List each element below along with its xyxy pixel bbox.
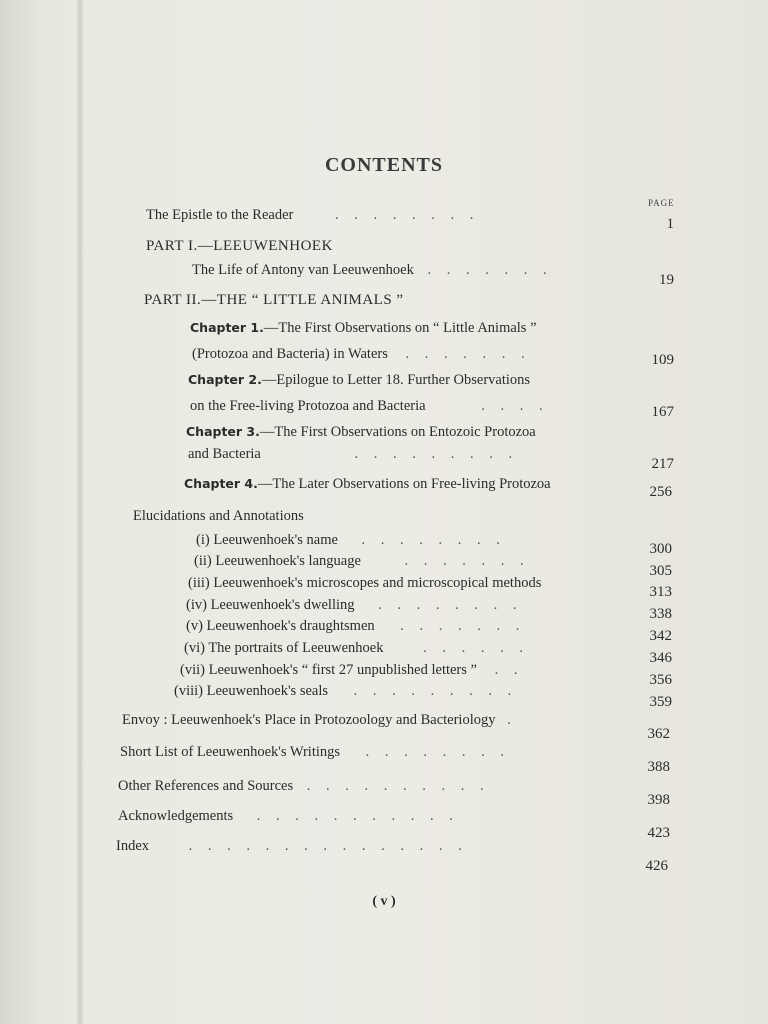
leader-dots: . .	[494, 662, 524, 678]
toc-page-number: 256	[649, 484, 672, 500]
toc-page-number: 398	[647, 792, 670, 808]
toc-entry-text: Leeuwenhoek's name	[213, 532, 338, 548]
leader-dots: . . . . . . . . .	[354, 446, 519, 462]
toc-page-number: 1	[666, 216, 674, 232]
sub-entry-numeral: (viii)	[174, 683, 203, 699]
leader-dots: . . . . . . . . . . .	[256, 808, 459, 824]
toc-sub-entry	[188, 575, 541, 592]
leader-dots: . . . . . .	[423, 640, 529, 656]
toc-page-number: 362	[647, 726, 670, 742]
toc-entry-chapter-2	[188, 372, 530, 389]
toc-page-number: 338	[649, 606, 672, 622]
toc-entry-text: and Bacteria	[188, 446, 261, 462]
toc-section-heading: Elucidations and Annotations	[133, 508, 304, 524]
toc-entry-text: The Epistle to the Reader	[146, 207, 294, 223]
toc-entry-text: —The First Observations on Entozoic Protozoa	[259, 424, 536, 440]
toc-entry-text: (Protozoa and Bacteria) in Waters	[192, 346, 388, 362]
toc-entry-text: —Epilogue to Letter 18. Further Observations	[261, 372, 531, 388]
toc-entry-chapter-1-cont	[192, 346, 531, 363]
toc-entry-epistle	[146, 207, 479, 224]
toc-entry-text: Leeuwenhoek's dwelling	[210, 597, 355, 613]
leader-dots: . . . . . . . .	[378, 597, 523, 613]
toc-page-number: 167	[651, 404, 674, 420]
sub-entry-numeral: (ii)	[194, 553, 212, 569]
toc-sub-entry	[194, 553, 530, 570]
chapter-label: Chapter 1.	[190, 320, 264, 335]
toc-entry-text: —The First Observations on “ Little Animals ”	[263, 320, 537, 336]
toc-entry-index	[116, 838, 468, 855]
chapter-label: Chapter 4.	[184, 476, 258, 491]
leader-dots: . . . . . . .	[405, 346, 531, 362]
toc-page-number: 346	[649, 650, 672, 666]
toc-entry-other-references	[118, 778, 490, 795]
toc-sub-entry	[186, 597, 523, 614]
leader-dots: .	[507, 712, 517, 728]
toc-page-number: 356	[649, 672, 672, 688]
leader-dots: . . . . . . .	[400, 618, 526, 634]
toc-page-number: 426	[645, 858, 668, 874]
toc-entry-chapter-1	[190, 320, 537, 337]
chapter-label: Chapter 3.	[186, 424, 260, 439]
sub-entry-numeral: (v)	[186, 618, 203, 634]
sub-entry-numeral: (vi)	[184, 640, 205, 656]
toc-entry-text: The portraits of Leeuwenhoek	[208, 640, 384, 656]
toc-entry-chapter-2-cont	[190, 398, 549, 415]
page-folio: ( v )	[372, 894, 396, 909]
toc-entry-envoy	[122, 712, 517, 729]
sub-entry-numeral: (vii)	[180, 662, 205, 678]
toc-entry-text: Leeuwenhoek's draughtsmen	[206, 618, 375, 634]
toc-entry-text: Index	[116, 838, 150, 854]
toc-entry-life	[192, 262, 553, 279]
toc-entry-short-list	[120, 744, 510, 761]
toc-sub-entry	[174, 683, 517, 700]
toc-entry-text: Other References and Sources	[118, 778, 294, 794]
toc-sub-entry	[196, 532, 506, 549]
toc-sub-entry	[180, 662, 523, 679]
leader-dots: . . . . . . .	[404, 553, 530, 569]
toc-entry-text: Short List of Leeuwenhoek's Writings	[120, 744, 341, 760]
toc-page-number: 305	[649, 563, 672, 579]
toc-page-number: 388	[647, 759, 670, 775]
page-column-label: PAGE	[648, 198, 675, 208]
toc-page-number: 109	[651, 352, 674, 368]
leader-dots: . . . . . . . . .	[353, 683, 518, 699]
leader-dots: . . . . . . .	[427, 262, 553, 278]
toc-part-heading: PART II.—THE “ LITTLE ANIMALS ”	[144, 292, 404, 308]
toc-entry-text: Leeuwenhoek's language	[215, 553, 361, 569]
toc-page-number: 217	[651, 456, 674, 472]
sub-entry-numeral: (iii)	[188, 575, 210, 591]
toc-entry-chapter-4	[184, 476, 551, 493]
sub-entry-numeral: (i)	[196, 532, 210, 548]
toc-page-number: 423	[647, 825, 670, 841]
toc-page-number: 19	[659, 272, 674, 288]
toc-entry-text: —The Later Observations on Free-living Protozoa	[257, 476, 551, 492]
leader-dots: . . . . . . . .	[335, 207, 480, 223]
leader-dots: . . . . . . . . . . . . . . .	[188, 838, 468, 854]
toc-entry-chapter-3	[186, 424, 536, 441]
toc-entry-text: The Life of Antony van Leeuwenhoek	[192, 262, 414, 278]
toc-page-number: 342	[649, 628, 672, 644]
toc-page-number: 300	[649, 541, 672, 557]
toc-page-number: 313	[649, 584, 672, 600]
toc-entry-text: on the Free-living Protozoa and Bacteria	[190, 398, 426, 414]
leader-dots: . . . . . . . . . .	[306, 778, 490, 794]
toc-sub-entry	[184, 640, 529, 657]
toc-entry-text: Leeuwenhoek's microscopes and microscopical methods	[213, 575, 542, 591]
toc-part-heading: PART I.—LEEUWENHOEK	[146, 238, 333, 254]
toc-entry-text: Leeuwenhoek's “ first 27 unpublished letters ”	[208, 662, 477, 678]
toc-entry-text: Acknowledgements	[118, 808, 234, 824]
toc-sub-entry	[186, 618, 525, 635]
page-title: CONTENTS	[324, 154, 444, 176]
toc-entry-text: Leeuwenhoek's seals	[206, 683, 329, 699]
chapter-label: Chapter 2.	[188, 372, 262, 387]
leader-dots: . . . .	[481, 398, 549, 414]
toc-page-number: 359	[649, 694, 672, 710]
toc-entry-acknowledgements	[118, 808, 459, 825]
toc-entry-chapter-3-cont	[188, 446, 518, 463]
leader-dots: . . . . . . . .	[365, 744, 511, 760]
sub-entry-numeral: (iv)	[186, 597, 207, 613]
leader-dots: . . . . . . . .	[361, 532, 506, 548]
toc-entry-text: Envoy : Leeuwenhoek's Place in Protozoology and Bacteriology	[122, 712, 496, 728]
